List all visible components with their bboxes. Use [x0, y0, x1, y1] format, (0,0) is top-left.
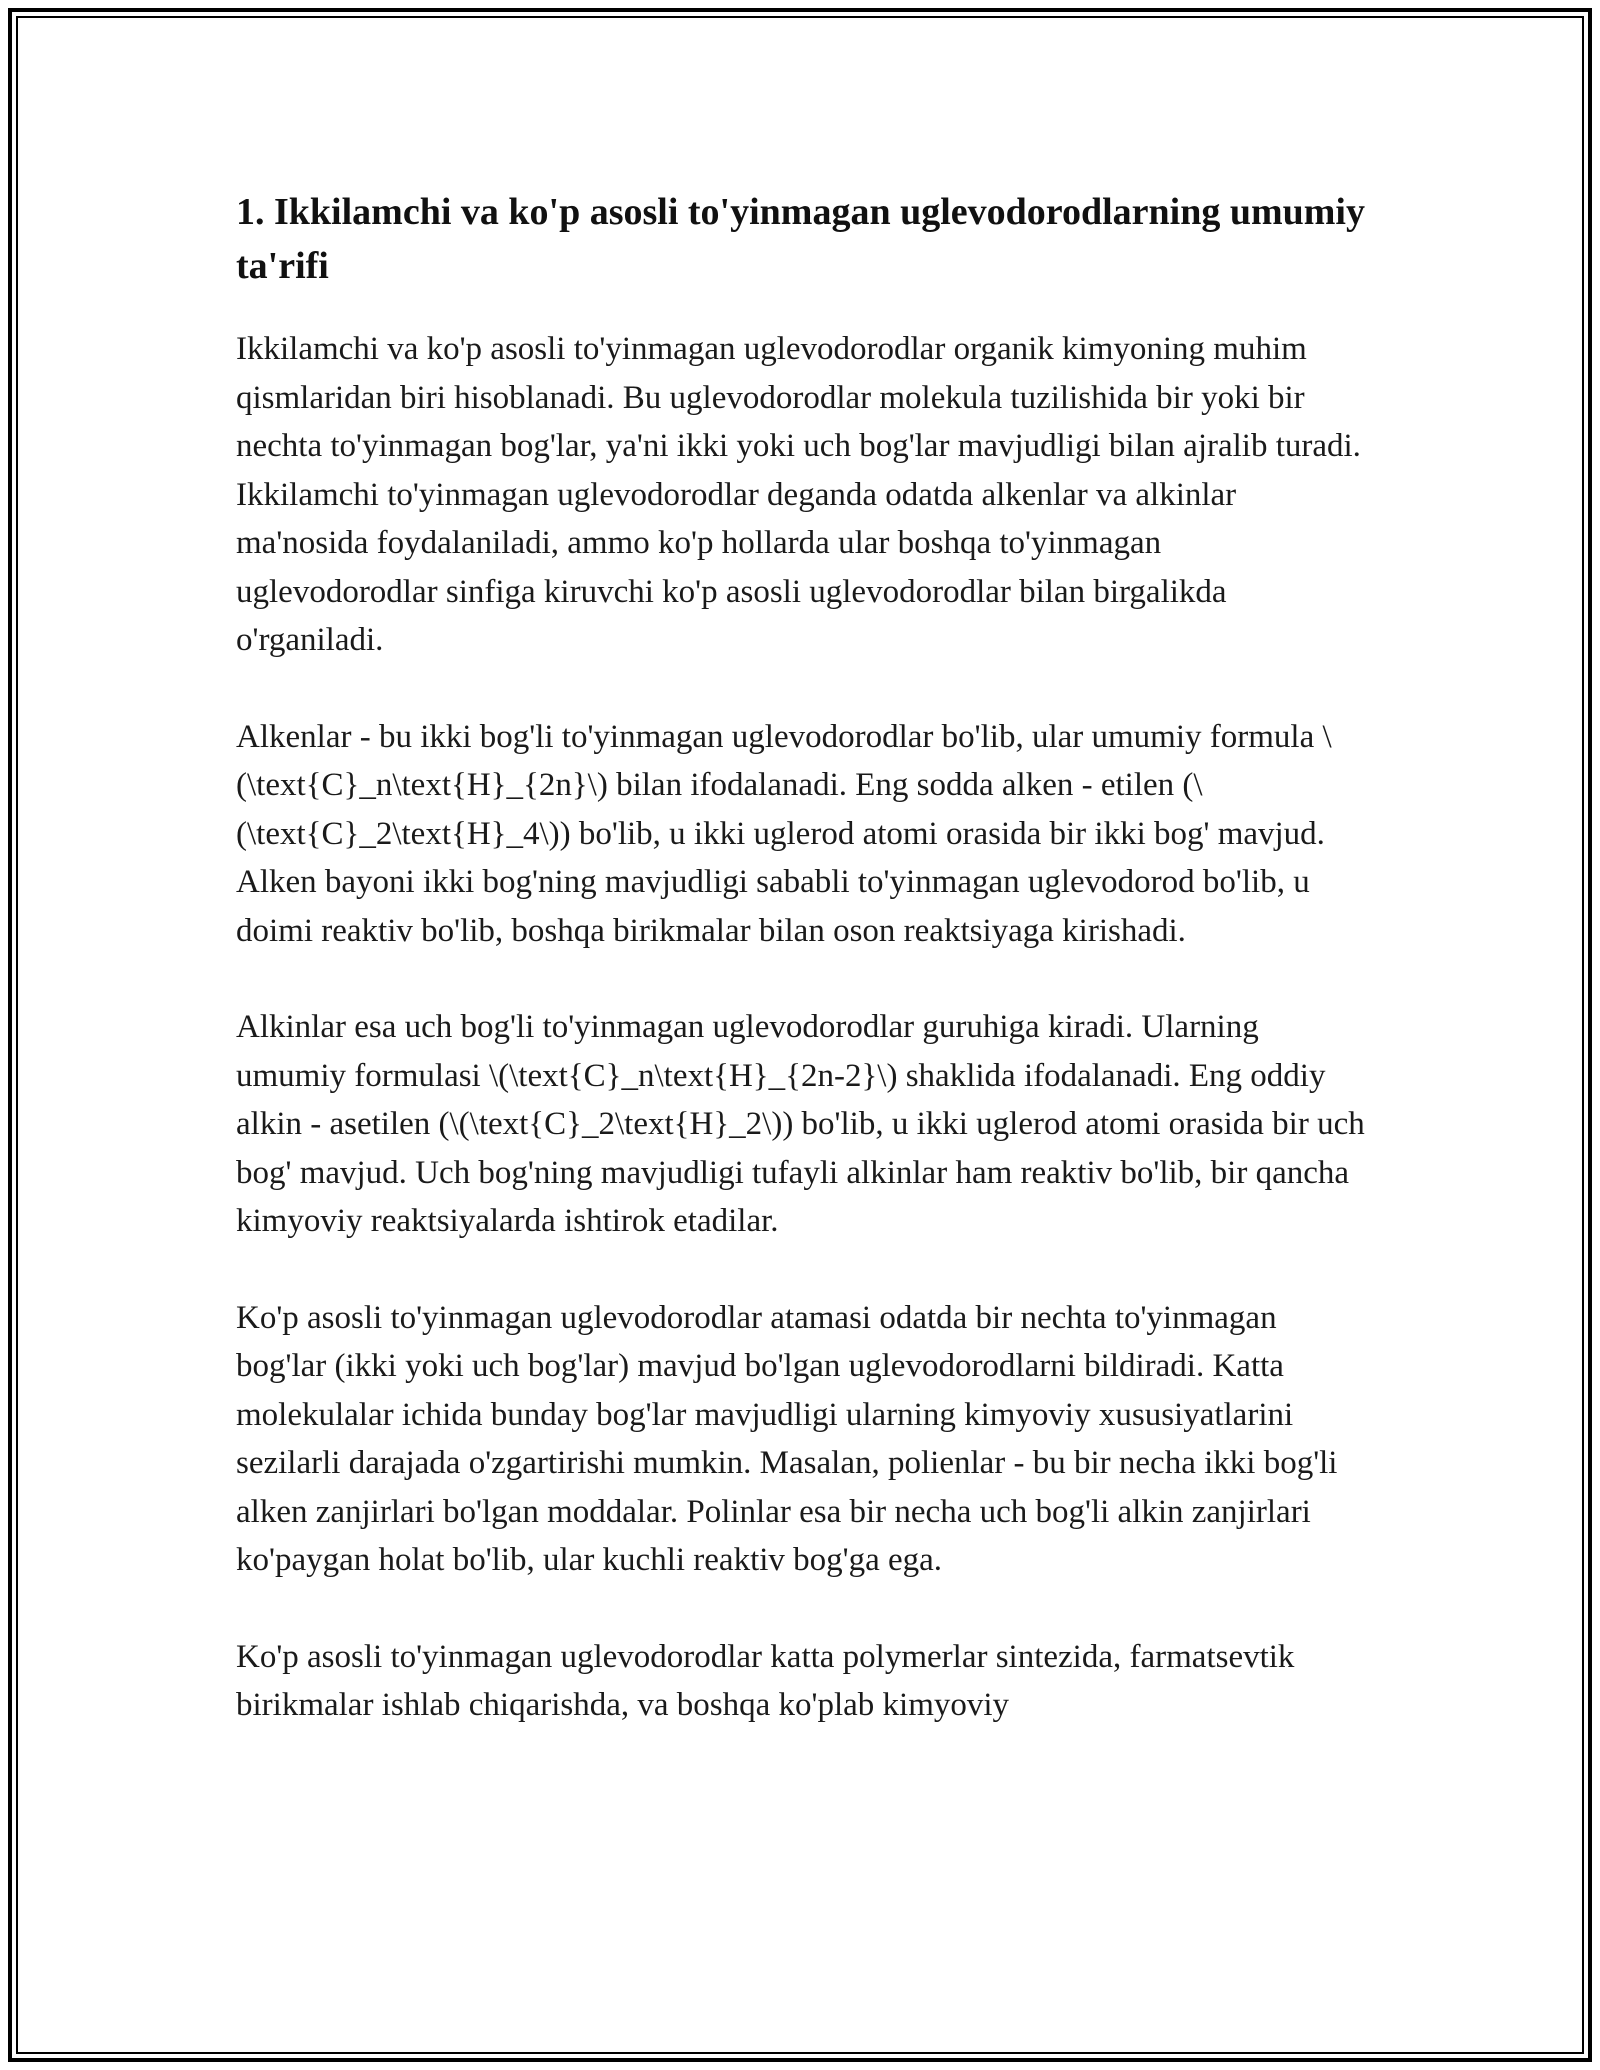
paragraph-alkynes: Alkinlar esa uch bog'li to'yinmagan uglevodorodlar guruhiga kiradi. Ularning umumiy formulasi \(\text{C}_n\text{H}_{2n-2}\) shaklida ifodalanadi. Eng oddiy alkin - asetilen (\(\text{C}_2\text{H}_2\)) bo'lib, u ikki uglerod atomi orasida bir uch bog' mavjud. Uch bog'ning mavjudligi tufayli alkinlar ham reaktiv bo'lib, bir qancha kimyoviy reaktsiyalarda ishtirok etadilar.: [236, 1009, 1365, 1239]
paragraph-polyunsaturated: Ko'p asosli to'yinmagan uglevodorodlar atamasi odatda bir nechta to'yinmagan bog'lar (ikki yoki uch bog'lar) mavjud bo'lgan uglevodorodlarni bildiradi. Katta molekulalar ichida bunday bog'lar mavjudligi ularning kimyoviy xususiyatlarini sezilarli darajada o'zgartirishi mumkin. Masalan, polienlar - bu bir necha ikki bog'li alken zanjirlari bo'lgan moddalar. Polinlar esa bir necha uch bog'li alkin zanjirlari ko'paygan holat bo'lib, ular kuchli reaktiv bog'ga ega.: [236, 1299, 1338, 1578]
section-heading: 1. Ikkilamchi va ko'p asosli to'yinmagan uglevodorodlarning umumiy ta'rifi: [236, 191, 1365, 287]
paragraph-alkenes: Alkenlar - bu ikki bog'li to'yinmagan uglevodorodlar bo'lib, ular umumiy formula \(\text{C}_n\text{H}_{2n}\) bilan ifodalanadi. Eng sodda alken - etilen (\(\text{C}_2\text{H}_4\)) bo'lib, u ikki uglerod atomi orasida bir ikki bog' mavjud. Alken bayoni ikki bog'ning mavjudligi sababli to'yinmagan uglevodorod bo'lib, u doimi reaktiv bo'lib, boshqa birikmalar bilan oson reaktsiyaga kirishadi.: [236, 718, 1332, 949]
paragraph-intro: Ikkilamchi va ko'p asosli to'yinmagan uglevodorodlar organik kimyoning muhim qismlaridan biri hisoblanadi. Bu uglevodorodlar molekula tuzilishida bir yoki bir nechta to'yinmagan bog'lar, ya'ni ikki yoki uch bog'lar mavjudligi bilan ajralib turadi. Ikkilamchi to'yinmagan uglevodorodlar deganda odatda alkenlar va alkinlar ma'nosida foydalaniladi, ammo ko'p hollarda ular boshqa to'yinmagan uglevodorodlar sinfiga kiruvchi ko'p asosli uglevodorodlar bilan birgalikda o'rganiladi.: [236, 331, 1361, 658]
document-body: [236, 185, 1366, 1778]
paragraph-applications: Ko'p asosli to'yinmagan uglevodorodlar katta polymerlar sintezida, farmatsevtik birikmalar ishlab chiqarishda, va boshqa ko'plab kimyoviy: [236, 1638, 1295, 1723]
